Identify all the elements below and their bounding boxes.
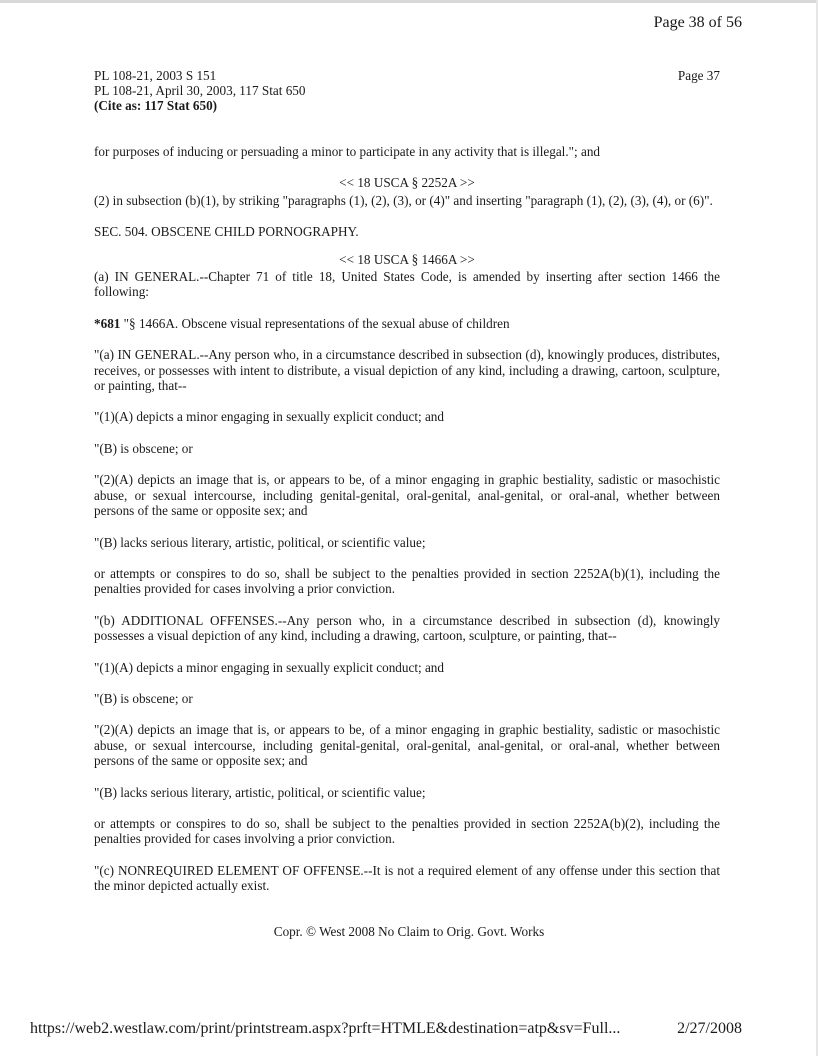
paragraph: for purposes of inducing or persuading a minor to participate in any activity that is illegal."; and — [94, 144, 601, 159]
section-title: "§ 1466A. Obscene visual representations of the sexual abuse of children — [120, 315, 510, 331]
paragraph: "(B) lacks serious literary, artistic, political, or scientific value; — [94, 534, 426, 550]
paragraph: "(a) IN GENERAL.--Any person who, in a circumstance described in subsection (d), knowingly produces, distributes, receives, or possesses with intent to distribute, a visual depiction of any kind, including a drawing, cartoon, sculpture, or painting, that-- — [94, 347, 720, 394]
paragraph: "(c) NONREQUIRED ELEMENT OF OFFENSE.--It is not a required element of any offense under this section that the minor depicted actually exist. — [94, 862, 720, 894]
usca-reference: << 18 USCA § 1466A >> — [339, 251, 475, 267]
citation-block — [94, 68, 306, 113]
page-number: Page 37 — [677, 68, 720, 83]
paragraph: "(B) is obscene; or — [94, 440, 193, 456]
paragraph: "(1)(A) depicts a minor engaging in sexually explicit conduct; and — [94, 409, 444, 425]
document-body — [94, 144, 720, 910]
cite-as-line: (Cite as: 117 Stat 650) — [94, 98, 218, 113]
cite-line: PL 108-21, April 30, 2003, 117 Stat 650 — [94, 83, 306, 98]
paragraph: or attempts or conspires to do so, shall be subject to the penalties provided in section 2252A(b)(2), including the penalties provided for cases involving a prior conviction. — [94, 815, 720, 847]
footer-date: 2/27/2008 — [677, 1020, 742, 1037]
paragraph: "(B) is obscene; or — [94, 690, 193, 706]
cite-line: PL 108-21, 2003 S 151 — [94, 68, 217, 83]
usca-reference: << 18 USCA § 2252A >> — [339, 175, 475, 191]
section-heading: SEC. 504. OBSCENE CHILD PORNOGRAPHY. — [94, 224, 359, 240]
paragraph: "(b) ADDITIONAL OFFENSES.--Any person who, in a circumstance described in subsection (d), knowingly possesses a visual depiction of any kind, including a drawing, cartoon, sculpture, or painting, that-- — [94, 612, 720, 644]
section-title-paragraph — [94, 316, 720, 331]
paragraph: "(1)(A) depicts a minor engaging in sexually explicit conduct; and — [94, 659, 444, 675]
paragraph: "(2)(A) depicts an image that is, or appears to be, of a minor engaging in graphic bestiality, sadistic or masochistic abuse, or sexual intercourse, including genital-genital, oral-genital, anal-genital, or oral-anal, whether between persons of the same or opposite sex; and — [94, 472, 720, 519]
paragraph: or attempts or conspires to do so, shall be subject to the penalties provided in section 2252A(b)(1), including the penalties provided for cases involving a prior conviction. — [94, 565, 720, 597]
page-of-counter: Page 38 of 56 — [653, 14, 742, 31]
footer-url: https://web2.westlaw.com/print/printstream.aspx?prft=HTMLE&destination=atp&sv=Full... — [30, 1020, 621, 1037]
paragraph: "(2)(A) depicts an image that is, or appears to be, of a minor engaging in graphic bestiality, sadistic or masochistic abuse, or sexual intercourse, including genital-genital, oral-genital, anal-genital, or oral-anal, whether between persons of the same or opposite sex; and — [94, 722, 720, 769]
scan-top-edge — [0, 0, 818, 3]
star-page-marker: *681 — [94, 315, 121, 331]
paragraph: (a) IN GENERAL.--Chapter 71 of title 18, United States Code, is amended by inserting after section 1466 the following: — [94, 269, 720, 300]
copyright-notice: Copr. © West 2008 No Claim to Orig. Govt. Works — [273, 924, 545, 939]
paragraph: "(B) lacks serious literary, artistic, political, or scientific value; — [94, 784, 426, 800]
paragraph: (2) in subsection (b)(1), by striking "paragraphs (1), (2), (3), or (4)" and inserting "paragraph (1), (2), (3), (4), or (6)". — [94, 192, 713, 208]
